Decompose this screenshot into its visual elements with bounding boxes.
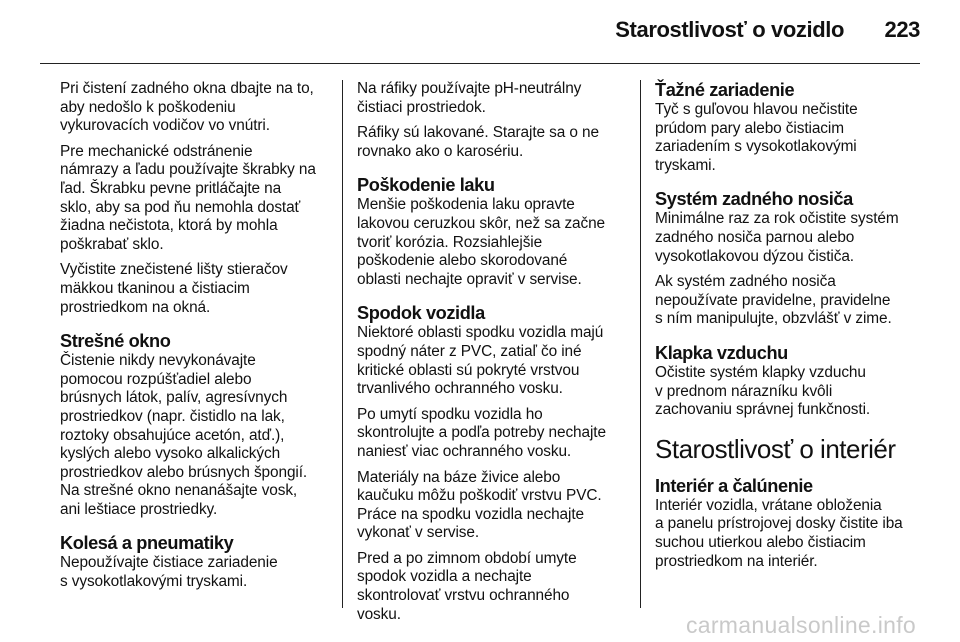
paragraph-rims-lacquered: Ráfiky sú lakované. Starajte sa o ne rovnako ako o karosériu. (357, 124, 599, 160)
page-number: 223 (884, 17, 920, 42)
heading-underbody: Spodok vozidla (357, 303, 485, 324)
heading-wheels-tyres: Kolesá a pneumatiky (60, 533, 234, 554)
heading-interior-care: Starostlivosť o interiér (655, 433, 896, 464)
paragraph-air-flap: Očistite systém klapky vzduchu v prednom nárazníku kvôli zachovaniu správnej funkčnosti. (655, 363, 871, 419)
paragraph-wheels-tyres: Nepoužívajte čistiace zariadenie s vysokotlakovými tryskami. (60, 554, 278, 591)
paragraph-towing-device: Tyč s guľovou hlavou nečistite prúdom pary alebo čistiacim zariadením s vysokotlakovými tryskami. (655, 101, 858, 174)
text-column-1 (60, 80, 326, 599)
column-divider (342, 80, 343, 608)
paragraph-underbody-1: Niektoré oblasti spodku vozidla majú spodný náter z PVC, zatiaľ čo iné kritické oblasti sú pokryté vrstvou trvanlivého ochranného vosku. (357, 324, 604, 398)
heading-air-flap: Klapka vzduchu (655, 342, 788, 363)
paragraph-wiper-strips: Vyčistite znečistené lišty stieračov mäkkou tkaninou a čistiacim prostriedkom na okná. (60, 261, 288, 316)
paragraph-rear-carrier-1: Minimálne raz za rok očistite systém zadného nosiča parnou alebo vysokotlakovou dýzou čističa. (655, 210, 899, 265)
column-divider (640, 80, 641, 608)
watermark: carmanualsonline.info (685, 612, 916, 638)
page-title: Starostlivosť o vozidlo (615, 17, 844, 42)
paragraph-paint-damage: Menšie poškodenia laku opravte lakovou ceruzkou skôr, než sa začne tvoriť korózia. Rozsiahlejšie poškodenie alebo skorodované oblasti nechajte opraviť v servise. (357, 196, 606, 288)
paragraph-underbody-2: Po umytí spodku vozidla ho skontrolujte a podľa potreby nechajte naniesť viac ochranného vosku. (357, 405, 606, 460)
heading-paint-damage: Poškodenie laku (357, 175, 495, 196)
paragraph-sunroof: Čistenie nikdy nevykonávajte pomocou rozpúšťadiel alebo brúsnych látok, palív, agresívnych prostriedkov (napr. čistidlo na lak, roztoky obsahujúce acetón, atď.), kyslých alebo vysoko alkalických prostriedkov alebo brúsnych špongií. Na strešné okno nenanášajte vosk, ani leštiace prostriedky. (60, 352, 308, 518)
heading-sunroof: Strešné okno (60, 331, 171, 352)
text-column-2 (357, 80, 627, 631)
page-header (40, 0, 920, 64)
heading-rear-carrier: Systém zadného nosiča (655, 189, 853, 210)
paragraph-interior-upholstery: Interiér vozidla, vrátane obloženia a panelu prístrojovej dosky čistite iba suchou utierkou alebo čistiacim prostriedkom na interiér. (655, 496, 903, 570)
heading-towing-device: Ťažné zariadenie (655, 80, 795, 100)
paragraph-rear-window: Pri čistení zadného okna dbajte na to, aby nedošlo k poškodeniu vykurovacích vodičov vo vnútri. (60, 80, 314, 135)
paragraph-underbody-3: Materiály na báze živice alebo kaučuku môžu poškodiť vrstvu PVC. Práce na spodku vozidla nechajte vykonať v servise. (357, 468, 602, 542)
paragraph-underbody-4: Pred a po zimnom období umyte spodok vozidla a nechajte skontrolovať vrstvu ochranného vosku. (357, 549, 577, 623)
paragraph-rims-cleaner: Na ráfiky používajte pH-neutrálny čistiaci prostriedok. (357, 80, 582, 116)
heading-interior-upholstery: Interiér a čalúnenie (655, 475, 813, 496)
paragraph-rear-carrier-2: Ak systém zadného nosiča nepoužívate pravidelne, pravidelne s ním manipulujte, obzvlášť v zime. (655, 273, 892, 328)
paragraph-ice-scraper: Pre mechanické odstránenie námrazy a ľadu používajte škrabky na ľad. Škrabku pevne pritláčajte na sklo, aby sa pod ňu nemohla dostať žiadna nečistota, ktorá by mohla poškrabať sklo. (60, 142, 316, 253)
text-column-3 (655, 80, 925, 578)
